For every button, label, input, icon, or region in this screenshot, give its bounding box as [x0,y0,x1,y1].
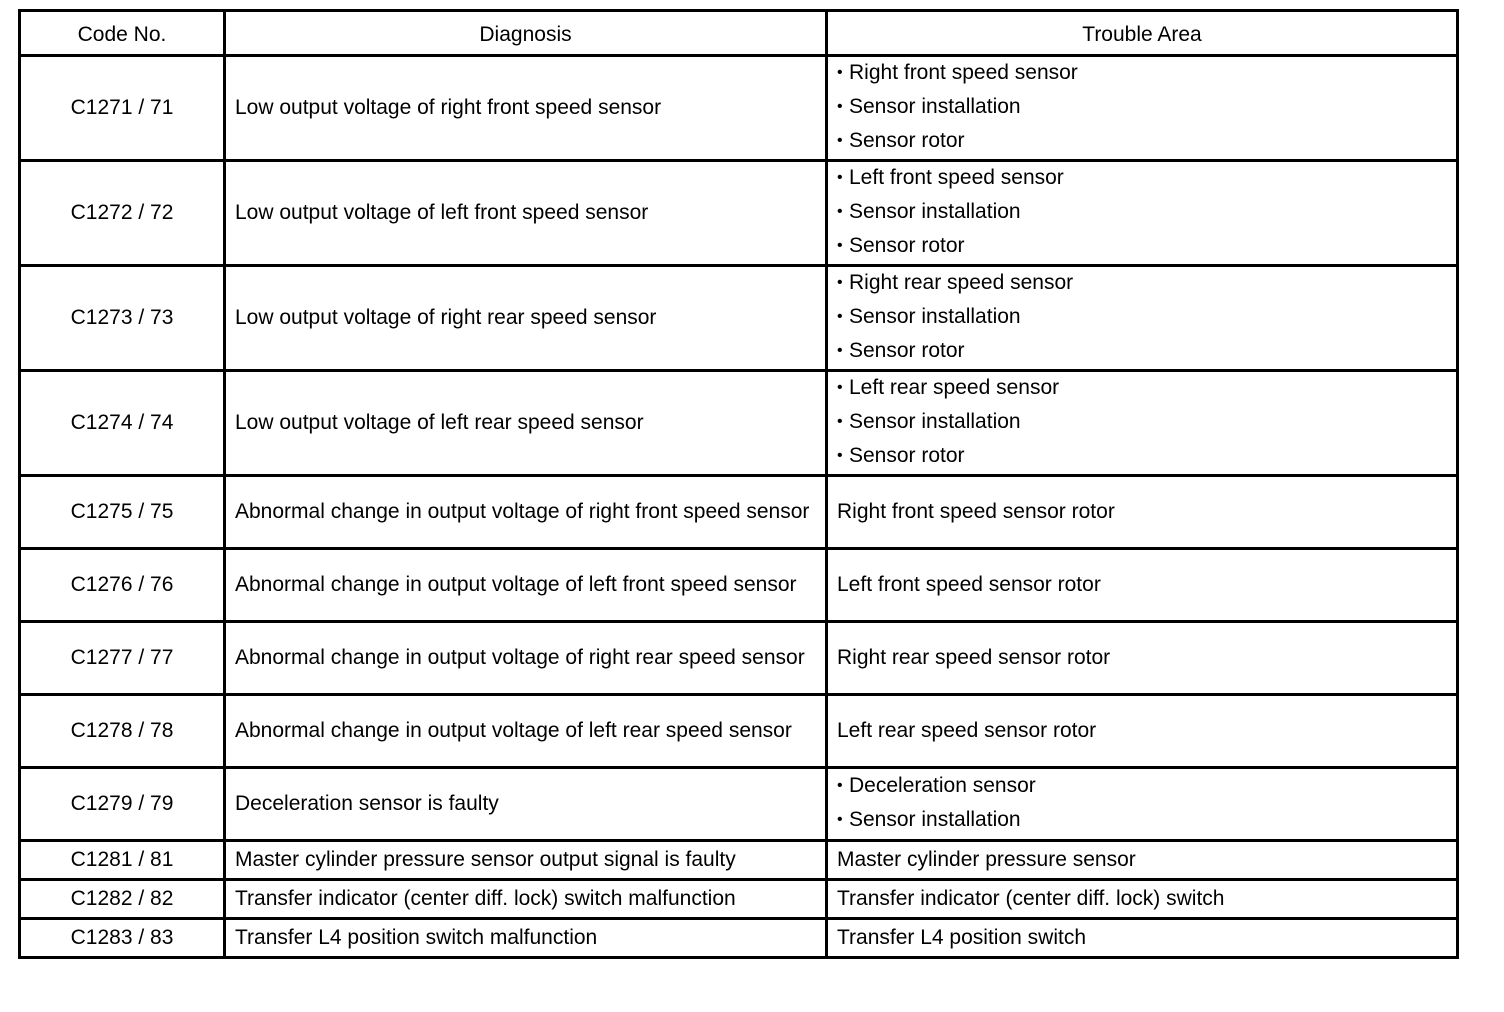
trouble-area-list [837,57,1447,159]
code-cell: C1276 / 76 [20,549,225,622]
trouble-area-item: • Right front speed sensor [837,57,1447,91]
code-cell: C1275 / 75 [20,476,225,549]
diagnostic-code-table [18,9,1459,959]
trouble-area-cell [827,371,1458,476]
trouble-area-item: • Sensor installation [837,196,1447,230]
trouble-area-cell: Master cylinder pressure sensor [827,841,1458,880]
diagnosis-cell: Deceleration sensor is faulty [225,768,827,841]
table-row [20,880,1458,919]
diagnosis-cell: Transfer L4 position switch malfunction [225,919,827,958]
code-cell: C1272 / 72 [20,161,225,266]
trouble-area-item: • Deceleration sensor [837,770,1447,804]
diagnosis-cell: Abnormal change in output voltage of right front speed sensor [225,476,827,549]
code-cell: C1271 / 71 [20,56,225,161]
diagnosis-cell: Low output voltage of left front speed sensor [225,161,827,266]
code-cell: C1273 / 73 [20,266,225,371]
table-row [20,695,1458,768]
diagnosis-cell: Abnormal change in output voltage of left rear speed sensor [225,695,827,768]
trouble-area-item: • Right rear speed sensor [837,267,1447,301]
table-row [20,371,1458,476]
trouble-area-item: • Left front speed sensor [837,162,1447,196]
table-row [20,161,1458,266]
trouble-area-item: • Sensor rotor [837,440,1447,474]
trouble-area-list [837,267,1447,369]
diagnosis-cell: Low output voltage of left rear speed sensor [225,371,827,476]
trouble-area-cell [827,266,1458,371]
table-row [20,919,1458,958]
code-cell: C1282 / 82 [20,880,225,919]
table-row [20,266,1458,371]
code-cell: C1277 / 77 [20,622,225,695]
header-trouble-area: Trouble Area [827,11,1458,56]
trouble-area-item: • Sensor installation [837,804,1447,838]
trouble-area-cell [827,161,1458,266]
code-cell: C1279 / 79 [20,768,225,841]
code-cell: C1274 / 74 [20,371,225,476]
trouble-area-item: • Sensor rotor [837,230,1447,264]
code-cell: C1283 / 83 [20,919,225,958]
trouble-area-cell: Right front speed sensor rotor [827,476,1458,549]
table-row [20,622,1458,695]
table-row [20,476,1458,549]
trouble-area-item: • Sensor rotor [837,335,1447,369]
code-cell: C1281 / 81 [20,841,225,880]
header-diagnosis: Diagnosis [225,11,827,56]
trouble-area-item: • Left rear speed sensor [837,372,1447,406]
header-code-no: Code No. [20,11,225,56]
trouble-area-cell: Transfer L4 position switch [827,919,1458,958]
trouble-area-list [837,372,1447,474]
header-row [20,11,1458,56]
trouble-area-cell [827,768,1458,841]
diagnosis-cell: Low output voltage of right front speed sensor [225,56,827,161]
trouble-area-item: • Sensor installation [837,301,1447,335]
trouble-area-cell: Transfer indicator (center diff. lock) switch [827,880,1458,919]
diagnosis-cell: Low output voltage of right rear speed sensor [225,266,827,371]
trouble-area-cell: Left front speed sensor rotor [827,549,1458,622]
trouble-area-list [837,162,1447,264]
table-row [20,841,1458,880]
diagnosis-cell: Transfer indicator (center diff. lock) switch malfunction [225,880,827,919]
trouble-area-item: • Sensor installation [837,91,1447,125]
table-row [20,768,1458,841]
table-row [20,56,1458,161]
code-cell: C1278 / 78 [20,695,225,768]
table-row [20,549,1458,622]
trouble-area-list [837,770,1447,838]
trouble-area-cell: Right rear speed sensor rotor [827,622,1458,695]
diagnosis-cell: Abnormal change in output voltage of left front speed sensor [225,549,827,622]
trouble-area-cell [827,56,1458,161]
trouble-area-cell: Left rear speed sensor rotor [827,695,1458,768]
trouble-area-item: • Sensor rotor [837,125,1447,159]
diagnosis-cell: Master cylinder pressure sensor output signal is faulty [225,841,827,880]
diagnosis-cell: Abnormal change in output voltage of right rear speed sensor [225,622,827,695]
trouble-area-item: • Sensor installation [837,406,1447,440]
